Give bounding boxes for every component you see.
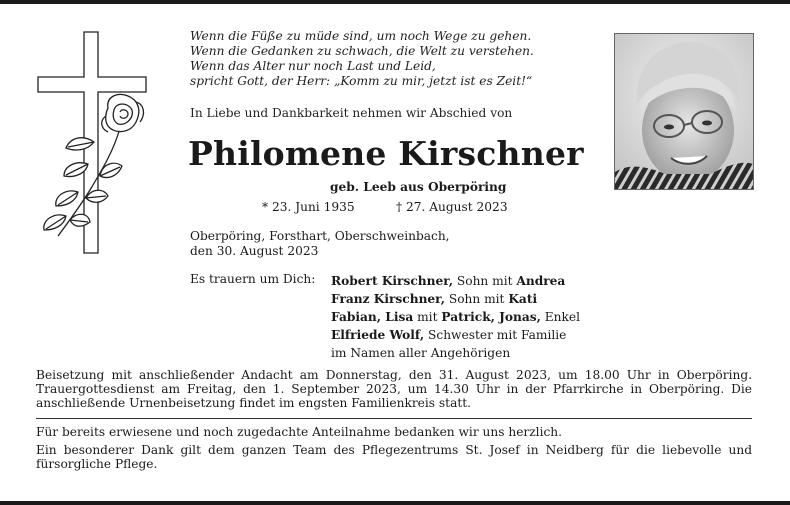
- place-line: Oberpöring, Forsthart, Oberschweinbach,: [190, 229, 450, 243]
- birth-date: * 23. Juni 1935: [262, 200, 355, 214]
- mourner-row: Franz Kirschner, Sohn mit Kati: [331, 292, 538, 306]
- deceased-name: Philomene Kirschner: [188, 134, 584, 173]
- poem-line: Wenn das Alter nur noch Last und Leid,: [190, 59, 436, 73]
- special-thanks-text: Ein besonderer Dank gilt dem ganzen Team des Pflegezentrums St. Josef in Neidberg für die liebevolle und fürsorgliche Pflege.: [36, 443, 752, 472]
- place-date: [190, 229, 450, 259]
- divider: [36, 418, 752, 419]
- funeral-details: Beisetzung mit anschließender Andacht am Donnerstag, den 31. August 2023, um 18.00 Uhr in Oberpöring. Trauergottesdienst am Freitag, den 1. September 2023, um 14.30 Uhr in der Pfarrkirche in Oberpöring. Die anschließende Urnenbeisetzung findet im engsten Familienkreis statt.: [36, 368, 752, 411]
- poem-line: spricht Gott, der Herr: „Komm zu mir, jetzt ist es Zeit!“: [190, 74, 533, 88]
- death-date: † 27. August 2023: [396, 200, 508, 214]
- poem-verse: [190, 29, 590, 89]
- poem-line: Wenn die Gedanken zu schwach, die Welt zu verstehen.: [190, 44, 534, 58]
- cross-with-rose-icon: [36, 30, 148, 255]
- portrait-photo: [614, 33, 754, 190]
- date-line: den 30. August 2023: [190, 244, 319, 258]
- maiden-name: geb. Leeb aus Oberpöring: [330, 180, 507, 194]
- mourner-row: Robert Kirschner, Sohn mit Andrea: [331, 274, 566, 288]
- thanks-text: Für bereits erwiesene und noch zugedachte Anteilnahme bedanken wir uns herzlich.: [36, 425, 563, 439]
- mourner-row: Fabian, Lisa mit Patrick, Jonas, Enkel: [331, 310, 581, 324]
- mourners-list: [331, 272, 580, 362]
- poem-line: Wenn die Füße zu müde sind, um noch Wege zu gehen.: [190, 29, 532, 43]
- mourner-row: im Namen aller Angehörigen: [331, 346, 511, 360]
- mourner-row: Elfriede Wolf, Schwester mit Familie: [331, 328, 567, 342]
- mourners-label: Es trauern um Dich:: [190, 272, 316, 286]
- intro-text: In Liebe und Dankbarkeit nehmen wir Abschied von: [190, 106, 513, 120]
